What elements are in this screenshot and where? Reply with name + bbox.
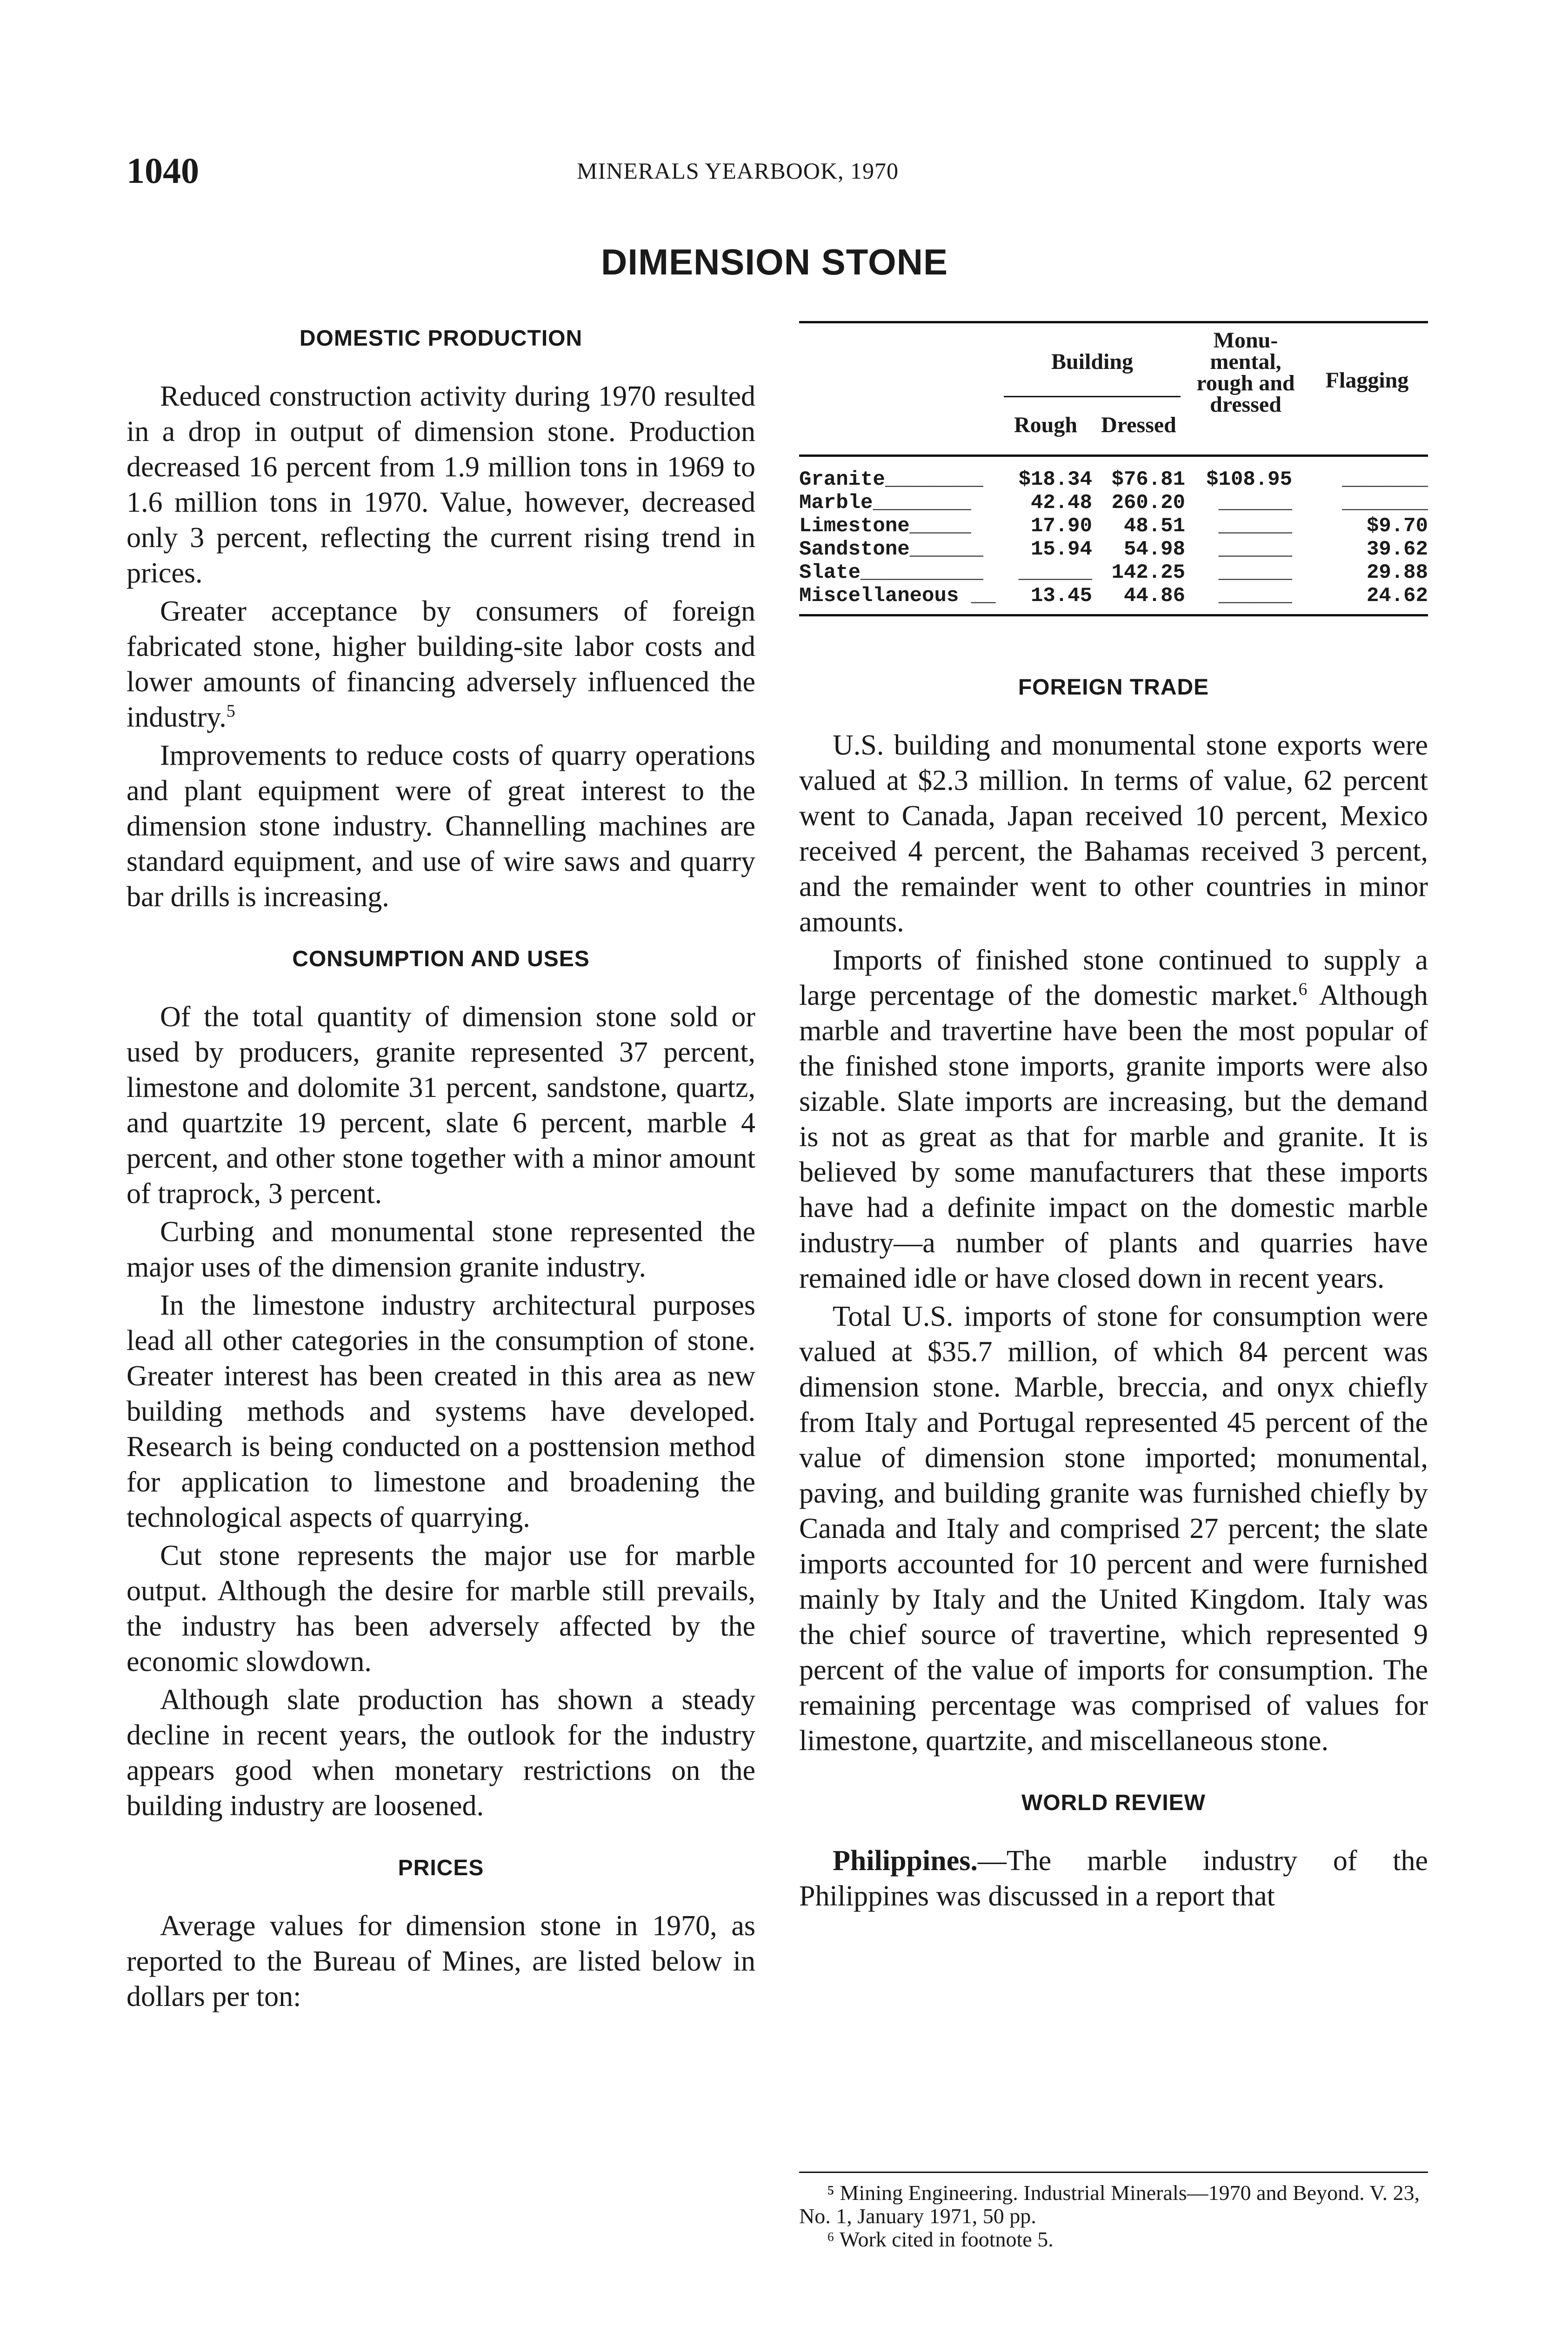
section-heading-world-review: WORLD REVIEW bbox=[1021, 1791, 1206, 1815]
table-body bbox=[799, 457, 1428, 614]
paragraph: Although slate production has shown a steady decline in recent years, the outlook for the industry appears good when monetary restrictions on the building industry are loosened. bbox=[127, 1684, 755, 1822]
right-column bbox=[799, 670, 1428, 1917]
col-header-monumental: Monu- mental, rough and dressed bbox=[1196, 328, 1295, 417]
footnote-ref: 5 bbox=[226, 701, 235, 721]
footnote: ⁵ Mining Engineering. Industrial Minerals—1970 and Beyond. V. 23, No. 1, January 1971, 50 pp. bbox=[799, 2181, 1420, 2228]
table-row: Slate__________ ______ 142.25 ______ 29.88 bbox=[799, 561, 1428, 584]
price-table bbox=[799, 321, 1428, 616]
paragraph: Average values for dimension stone in 1970, as reported to the Bureau of Mines, are listed below in dollars per ton: bbox=[127, 1910, 755, 2012]
table-row: Sandstone______ 15.94 54.98 ______ 39.62 bbox=[799, 538, 1428, 561]
country-lead: Philippines. bbox=[833, 1845, 978, 1877]
footnote-ref: 6 bbox=[1298, 979, 1308, 999]
page-title: DIMENSION STONE bbox=[601, 241, 948, 282]
table-row: Granite________ $18.34 $76.81 $108.95 _______ bbox=[799, 468, 1428, 491]
table-row: Limestone_____ 17.90 48.51 ______ $9.70 bbox=[799, 515, 1428, 538]
left-column bbox=[127, 321, 755, 2017]
table-row: Miscellaneous __ 13.45 44.86 ______ 24.62 bbox=[799, 584, 1428, 608]
paragraph: In the limestone industry architectural purposes lead all other categories in the consumption of stone. Greater interest has been created in this area as new building methods and systems have developed. Research is being conducted on a posttension method for application to limestone and broadening the technological aspects of quarrying. bbox=[127, 1290, 755, 1533]
paragraph: Cut stone represents the major use for marble output. Although the desire for marble still prevails, the industry has been adversely affected by the economic slowdown. bbox=[127, 1540, 755, 1678]
footnotes bbox=[799, 2172, 1428, 2251]
paragraph: Greater acceptance by consumers of foreign fabricated stone, higher building-site labor costs and lower amounts of financing adversely influenced the industry.$^5$ bbox=[127, 595, 755, 733]
col-header-dressed: Dressed bbox=[1101, 413, 1176, 437]
paragraph: Total U.S. imports of stone for consumption were valued at $35.7 million, of which 84 percent was dimension stone. Marble, breccia, and onyx chiefly from Italy and Portugal represented 45 percent of the value of dimension stone imported; monumental, paving, and building granite was furnished chiefly by Canada and Italy and comprised 27 percent; the slate imports accounted for 10 percent and were furnished mainly by Italy and the United Kingdom. Italy was the chief source of travertine, which represented 9 percent of the value of imports for consumption. The remaining percentage was comprised of values for limestone, quartzite, and miscellaneous stone. bbox=[799, 1301, 1428, 1757]
table-row: Marble________ 42.48 260.20 ______ _______ bbox=[799, 491, 1428, 515]
col-header-rough: Rough bbox=[1014, 413, 1078, 437]
table-header bbox=[799, 323, 1428, 455]
paragraph: Improvements to reduce costs of quarry operations and plant equipment were of great interest to the dimension stone industry. Channelling machines are standard equipment, and use of wire saws and quarry bar drills is increasing. bbox=[127, 740, 755, 913]
page-number: 1040 bbox=[127, 150, 199, 191]
paragraph: Reduced construction activity during 1970 resulted in a drop in output of dimension stone. Production decreased 16 percent from 1.9 million tons in 1969 to 1.6 million tons in 1970. Value, however, decreased only 3 percent, reflecting the current rising trend in prices. bbox=[127, 381, 755, 589]
section-heading-prices: PRICES bbox=[398, 1856, 484, 1880]
table-bottom-rule bbox=[799, 614, 1428, 616]
section-heading-foreign-trade: FOREIGN TRADE bbox=[1018, 675, 1209, 700]
paragraph: Philippines.—The marble industry of the Philippines was discussed in a report that bbox=[799, 1845, 1428, 1912]
paragraph: U.S. building and monumental stone exports were valued at $2.3 million. In terms of value, 62 percent went to Canada, Japan received 10 percent, Mexico received 4 percent, the Bahamas received 3 percent, and the remainder went to other countries in minor amounts. bbox=[799, 729, 1428, 938]
header-underline bbox=[1004, 396, 1181, 397]
running-title: MINERALS YEARBOOK, 1970 bbox=[577, 158, 899, 184]
col-header-building: Building bbox=[1051, 349, 1134, 374]
paragraph: Curbing and monumental stone represented the major uses of the dimension granite industry. bbox=[127, 1216, 755, 1283]
col-header-flagging: Flagging bbox=[1325, 368, 1409, 393]
section-heading-domestic-production: DOMESTIC PRODUCTION bbox=[299, 326, 583, 351]
footnote: ⁶ Work cited in footnote 5. bbox=[827, 2227, 1054, 2251]
section-heading-consumption: CONSUMPTION AND USES bbox=[292, 947, 590, 971]
paragraph: Imports of finished stone continued to supply a large percentage of the domestic market.$^6$ Although marble and travertine have been the most popular of the finished stone imports, granite imports were also sizable. Slate imports are increasing, but the demand is not as great as that for marble and granite. It is believed by some manufacturers that these imports have had a definite impact on the domestic marble industry—a number of plants and quarries have remained idle or have closed down in recent years. bbox=[799, 944, 1428, 1294]
paragraph: Of the total quantity of dimension stone sold or used by producers, granite represented 37 percent, limestone and dolomite 31 percent, sandstone, quartz, and quartzite 19 percent, slate 6 percent, marble 4 percent, and other stone together with a minor amount of traprock, 3 percent. bbox=[127, 1001, 755, 1210]
